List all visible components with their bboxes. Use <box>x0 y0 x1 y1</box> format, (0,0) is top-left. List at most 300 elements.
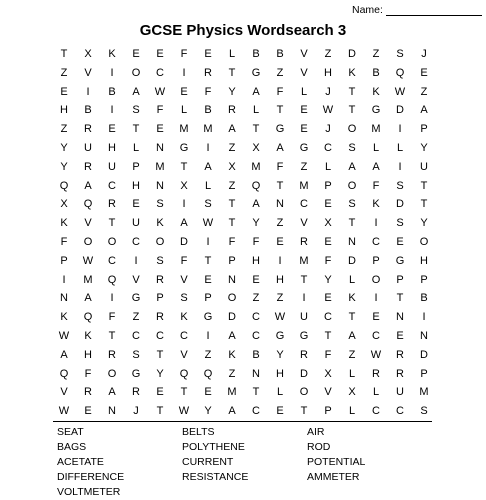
grid-letter: L <box>348 367 356 380</box>
grid-letter: L <box>372 141 380 154</box>
grid-letter: L <box>396 141 404 154</box>
grid-letter: C <box>252 311 260 324</box>
grid-letter: O <box>155 235 165 248</box>
grid-letter: E <box>300 104 308 117</box>
grid-letter: M <box>419 386 429 399</box>
grid-letter: E <box>324 198 332 211</box>
grid-letter: R <box>300 235 308 248</box>
grid-letter: A <box>420 104 428 117</box>
grid-letter: W <box>394 85 406 98</box>
grid-letter: V <box>324 386 332 399</box>
grid-letter: L <box>252 104 260 117</box>
grid-letter: T <box>276 179 284 192</box>
grid-letter: O <box>419 235 429 248</box>
grid-letter: X <box>324 217 332 230</box>
grid-letter: Z <box>348 348 356 361</box>
grid-letter: L <box>228 48 236 60</box>
grid-letter: K <box>372 85 380 98</box>
grid-letter: C <box>252 329 260 342</box>
grid-letter: V <box>84 66 92 79</box>
grid-letter: K <box>348 292 356 305</box>
grid-letter: U <box>132 217 140 230</box>
grid-letter: P <box>156 292 164 305</box>
grid-letter: Z <box>228 179 236 192</box>
grid-letter: T <box>180 160 188 173</box>
grid-letter: K <box>108 48 116 60</box>
grid-letter: T <box>252 386 260 399</box>
grid-letter: H <box>252 254 260 267</box>
grid-letter: C <box>372 405 380 418</box>
grid-letter: U <box>396 386 404 399</box>
grid-letter: I <box>134 254 138 267</box>
grid-letter: X <box>180 179 188 192</box>
grid-letter: I <box>374 292 378 305</box>
grid-letter: R <box>204 66 212 79</box>
grid-letter: E <box>204 273 212 286</box>
grid-letter: T <box>300 405 308 418</box>
grid-letter: G <box>131 367 141 380</box>
grid-letter: E <box>132 48 140 60</box>
grid-letter: F <box>372 179 380 192</box>
grid-letter: C <box>108 179 116 192</box>
grid-letter: Q <box>179 367 189 380</box>
word-list-item: BELTS <box>182 426 215 438</box>
grid-letter: A <box>372 160 380 173</box>
grid-letter: C <box>324 311 332 324</box>
grid-letter: E <box>108 123 116 136</box>
grid-letter: A <box>348 329 356 342</box>
grid-letter: T <box>228 198 236 211</box>
grid-letter: G <box>371 104 381 117</box>
grid-letter: G <box>299 141 309 154</box>
word-list <box>57 425 437 497</box>
grid-letter: T <box>228 66 236 79</box>
grid-letter: G <box>251 66 261 79</box>
grid-letter: F <box>276 160 284 173</box>
word-list-item: SEAT <box>57 426 84 438</box>
grid-letter: Z <box>276 66 284 79</box>
grid-letter: O <box>227 292 237 305</box>
grid-letter: X <box>252 141 260 154</box>
grid-letter: R <box>84 160 92 173</box>
grid-letter: Z <box>228 141 236 154</box>
grid-letter: O <box>107 235 117 248</box>
grid-letter: C <box>108 254 116 267</box>
grid-letter: A <box>228 123 236 136</box>
grid-letter: N <box>156 141 164 154</box>
word-list-item: POLYTHENE <box>182 441 245 453</box>
grid-letter: P <box>420 273 428 286</box>
grid-letter: L <box>372 386 380 399</box>
grid-letter: P <box>420 123 428 136</box>
grid-letter: K <box>348 66 356 79</box>
grid-letter: X <box>348 386 356 399</box>
grid-letter: W <box>274 311 286 324</box>
grid-letter: X <box>84 48 92 60</box>
grid-letter: W <box>202 217 214 230</box>
grid-letter: G <box>275 123 285 136</box>
grid-letter: M <box>155 160 165 173</box>
grid-letter: Z <box>420 85 428 98</box>
grid-letter: N <box>348 235 356 248</box>
grid-letter: S <box>348 198 356 211</box>
grid-letter: R <box>156 311 164 324</box>
grid-letter: H <box>60 104 68 117</box>
grid-letter: H <box>276 367 284 380</box>
name-line <box>386 4 482 16</box>
grid-letter: P <box>204 292 212 305</box>
grid-letter: H <box>324 66 332 79</box>
grid-letter: Q <box>251 179 261 192</box>
grid-letter: K <box>372 198 380 211</box>
grid-letter: N <box>60 292 68 305</box>
grid-letter: C <box>156 66 164 79</box>
grid-letter: F <box>204 85 212 98</box>
grid-letter: W <box>154 85 166 98</box>
grid-letter: M <box>299 254 309 267</box>
grid-letter: B <box>276 48 284 60</box>
word-list-item: AIR <box>307 426 325 438</box>
grid-letter: L <box>204 179 212 192</box>
grid-letter: E <box>372 311 380 324</box>
grid-letter: R <box>396 367 404 380</box>
grid-letter: R <box>156 273 164 286</box>
name-label: Name: <box>352 4 383 16</box>
grid-letter: F <box>228 235 236 248</box>
grid-letter: S <box>156 198 164 211</box>
grid-letter: C <box>132 235 140 248</box>
grid-letter: W <box>58 405 70 418</box>
grid-letter: V <box>300 217 308 230</box>
word-list-item: AMMETER <box>307 471 360 483</box>
grid-letter: J <box>133 405 139 418</box>
grid-letter: A <box>252 198 260 211</box>
grid-letter: Y <box>420 141 428 154</box>
grid-letter: D <box>396 198 404 211</box>
grid-letter: K <box>228 348 236 361</box>
word-list-item: VOLTMETER <box>57 486 121 498</box>
grid-letter: D <box>348 254 356 267</box>
grid-letter: I <box>398 123 402 136</box>
grid-letter: H <box>420 254 428 267</box>
word-list-item: ROD <box>307 441 331 453</box>
grid-letter: N <box>228 273 236 286</box>
word-list-item: POTENTIAL <box>307 456 366 468</box>
grid-letter: T <box>276 104 284 117</box>
grid-letter: C <box>180 329 188 342</box>
grid-letter: V <box>84 217 92 230</box>
grid-letter: Q <box>107 273 117 286</box>
grid-letter: M <box>251 160 261 173</box>
grid-letter: V <box>60 386 68 399</box>
grid-letter: Z <box>228 367 236 380</box>
grid-letter: S <box>396 179 404 192</box>
grid-letter: F <box>156 104 164 117</box>
grid-letter: S <box>348 141 356 154</box>
grid-letter: R <box>300 348 308 361</box>
grid-letter: S <box>132 104 140 117</box>
grid-letter: T <box>252 123 260 136</box>
grid-letter: P <box>324 179 332 192</box>
grid-letter: X <box>60 198 68 211</box>
grid-letter: Q <box>59 179 69 192</box>
grid-letter: Z <box>372 48 380 60</box>
grid-letter: L <box>180 104 188 117</box>
grid-letter: R <box>84 386 92 399</box>
grid-letter: V <box>300 66 308 79</box>
grid-letter: X <box>228 160 236 173</box>
grid-letter: G <box>395 254 405 267</box>
grid-letter: S <box>396 48 404 60</box>
word-list-item: ACETATE <box>57 456 104 468</box>
grid-letter: E <box>276 235 284 248</box>
grid-letter: F <box>84 367 92 380</box>
grid-letter: Y <box>156 367 164 380</box>
grid-letter: T <box>396 292 404 305</box>
grid-letter: S <box>156 254 164 267</box>
grid-letter: H <box>108 141 116 154</box>
grid-letter: E <box>396 329 404 342</box>
grid-letter: O <box>299 386 309 399</box>
grid-letter: I <box>110 104 114 117</box>
grid-letter: T <box>348 217 356 230</box>
grid-letter: B <box>84 104 92 117</box>
grid-letter: E <box>300 123 308 136</box>
grid-letter: R <box>108 348 116 361</box>
grid-letter: I <box>374 217 378 230</box>
grid-letter: T <box>348 85 356 98</box>
grid-letter: R <box>228 104 236 117</box>
grid-letter: P <box>228 254 236 267</box>
grid-letter: R <box>84 123 92 136</box>
grid-letter: B <box>252 48 260 60</box>
grid-letter: W <box>58 329 70 342</box>
grid-letter: U <box>108 160 116 173</box>
grid-letter: G <box>275 329 285 342</box>
grid-letter: O <box>371 273 381 286</box>
word-list-item: BAGS <box>57 441 87 453</box>
grid-letter: B <box>204 104 212 117</box>
grid-letter: T <box>60 48 68 60</box>
grid-letter: Q <box>59 367 69 380</box>
grid-letter: S <box>396 217 404 230</box>
name-field <box>352 2 482 16</box>
grid-letter: C <box>372 235 380 248</box>
grid-letter: C <box>396 405 404 418</box>
grid-letter: M <box>227 386 237 399</box>
grid-letter: E <box>156 386 164 399</box>
grid-letter: F <box>252 235 260 248</box>
grid-letter: R <box>108 198 116 211</box>
grid-letter: D <box>420 348 428 361</box>
grid-letter: E <box>204 386 212 399</box>
grid-letter: J <box>421 48 427 60</box>
grid-letter: O <box>347 123 357 136</box>
grid-letter: A <box>204 160 212 173</box>
word-list-item: DIFFERENCE <box>57 471 125 483</box>
grid-letter: K <box>84 329 92 342</box>
grid-letter: Y <box>276 348 284 361</box>
grid-letter: Y <box>60 160 68 173</box>
grid-letter: T <box>204 254 212 267</box>
grid-letter: I <box>62 273 66 286</box>
grid-letter: W <box>178 405 190 418</box>
grid-letter: E <box>180 85 188 98</box>
grid-letter: C <box>252 405 260 418</box>
grid-letter: S <box>180 292 188 305</box>
grid-letter: I <box>278 254 282 267</box>
grid-letter: F <box>324 254 332 267</box>
grid-letter: E <box>132 198 140 211</box>
grid-letter: P <box>372 254 380 267</box>
grid-letter: W <box>370 348 382 361</box>
grid-letter: A <box>228 329 236 342</box>
grid-letter: V <box>132 273 140 286</box>
divider <box>53 421 432 422</box>
word-list-item: RESISTANCE <box>182 471 249 483</box>
grid-letter: Y <box>228 85 236 98</box>
grid-letter: F <box>276 85 284 98</box>
grid-letter: G <box>179 141 189 154</box>
grid-letter: U <box>300 311 308 324</box>
grid-letter: C <box>372 329 380 342</box>
grid-letter: I <box>422 311 426 324</box>
grid-letter: E <box>324 235 332 248</box>
grid-letter: Z <box>252 292 260 305</box>
grid-letter: I <box>86 85 90 98</box>
grid-letter: L <box>348 405 356 418</box>
grid-letter: L <box>276 386 284 399</box>
grid-letter: T <box>180 386 188 399</box>
grid-letter: Z <box>324 48 332 60</box>
grid-letter: D <box>348 48 356 60</box>
grid-letter: M <box>179 123 189 136</box>
grid-letter: P <box>60 254 68 267</box>
grid-letter: A <box>108 386 116 399</box>
grid-letter: K <box>60 311 68 324</box>
grid-letter: N <box>276 198 284 211</box>
grid-letter: T <box>132 123 140 136</box>
grid-letter: M <box>371 123 381 136</box>
grid-letter: S <box>420 405 428 418</box>
grid-letter: Q <box>83 198 93 211</box>
grid-letter: T <box>420 179 428 192</box>
grid-letter: T <box>156 405 164 418</box>
grid-letter: A <box>276 141 284 154</box>
grid-letter: B <box>372 66 380 79</box>
grid-letter: O <box>107 367 117 380</box>
grid-letter: H <box>84 348 92 361</box>
grid-letter: F <box>60 235 68 248</box>
grid-letter: G <box>131 292 141 305</box>
grid-letter: A <box>252 85 260 98</box>
grid-letter: E <box>156 123 164 136</box>
grid-letter: U <box>84 141 92 154</box>
grid-letter: E <box>84 405 92 418</box>
grid-letter: G <box>203 311 213 324</box>
grid-letter: L <box>348 273 356 286</box>
grid-letter: E <box>420 66 428 79</box>
grid-letter: N <box>396 311 404 324</box>
grid-letter: A <box>60 348 68 361</box>
grid-letter: Z <box>276 292 284 305</box>
grid-letter: N <box>252 367 260 380</box>
grid-letter: U <box>420 160 428 173</box>
grid-letter: Y <box>204 405 212 418</box>
grid-letter: Z <box>276 217 284 230</box>
grid-letter: X <box>324 367 332 380</box>
grid-letter: N <box>156 179 164 192</box>
grid-letter: F <box>108 311 116 324</box>
grid-letter: Q <box>395 66 405 79</box>
grid-letter: T <box>420 198 428 211</box>
page-title: GCSE Physics Wordsearch 3 <box>139 22 347 39</box>
grid-letter: V <box>300 48 308 60</box>
grid-letter: K <box>156 217 164 230</box>
grid-letter: P <box>324 405 332 418</box>
grid-letter: C <box>300 198 308 211</box>
grid-letter: W <box>82 254 94 267</box>
grid-letter: P <box>420 367 428 380</box>
grid-letter: W <box>322 104 334 117</box>
grid-letter: N <box>108 405 116 418</box>
grid-letter: T <box>324 329 332 342</box>
grid-letter: V <box>180 273 188 286</box>
grid-letter: Z <box>204 348 212 361</box>
grid-letter: Y <box>60 141 68 154</box>
grid-letter: A <box>132 85 140 98</box>
grid-letter: Q <box>83 311 93 324</box>
grid-letter: Y <box>324 273 332 286</box>
grid-letter: Z <box>60 66 68 79</box>
grid-letter: R <box>396 348 404 361</box>
grid-letter: E <box>252 273 260 286</box>
grid-letter: F <box>180 254 188 267</box>
grid-letter: Y <box>252 217 260 230</box>
grid-letter: L <box>132 141 140 154</box>
grid-letter: J <box>325 123 331 136</box>
grid-letter: D <box>228 311 236 324</box>
grid-letter: I <box>110 292 114 305</box>
grid-letter: I <box>206 141 210 154</box>
grid-letter: C <box>132 329 140 342</box>
grid-letter: S <box>204 198 212 211</box>
grid-letter: E <box>324 292 332 305</box>
grid-letter: R <box>372 367 380 380</box>
grid-letter: B <box>108 85 116 98</box>
grid-letter: J <box>325 85 331 98</box>
grid-letter: A <box>348 160 356 173</box>
grid-letter: P <box>396 273 404 286</box>
grid-letter: I <box>398 160 402 173</box>
grid-letter: O <box>131 66 141 79</box>
grid-letter: T <box>348 311 356 324</box>
grid-letter: T <box>108 217 116 230</box>
grid-letter: F <box>324 348 332 361</box>
grid-letter: Z <box>300 160 308 173</box>
grid-letter: E <box>156 48 164 60</box>
grid-letter: B <box>252 348 260 361</box>
grid-letter: Z <box>132 311 140 324</box>
grid-letter: I <box>182 66 186 79</box>
grid-letter: I <box>110 66 114 79</box>
grid-letter: G <box>299 329 309 342</box>
word-list-item: CURRENT <box>182 456 234 468</box>
grid-letter: M <box>299 179 309 192</box>
grid-letter: E <box>60 85 68 98</box>
grid-letter: D <box>180 235 188 248</box>
grid-letter: E <box>396 235 404 248</box>
